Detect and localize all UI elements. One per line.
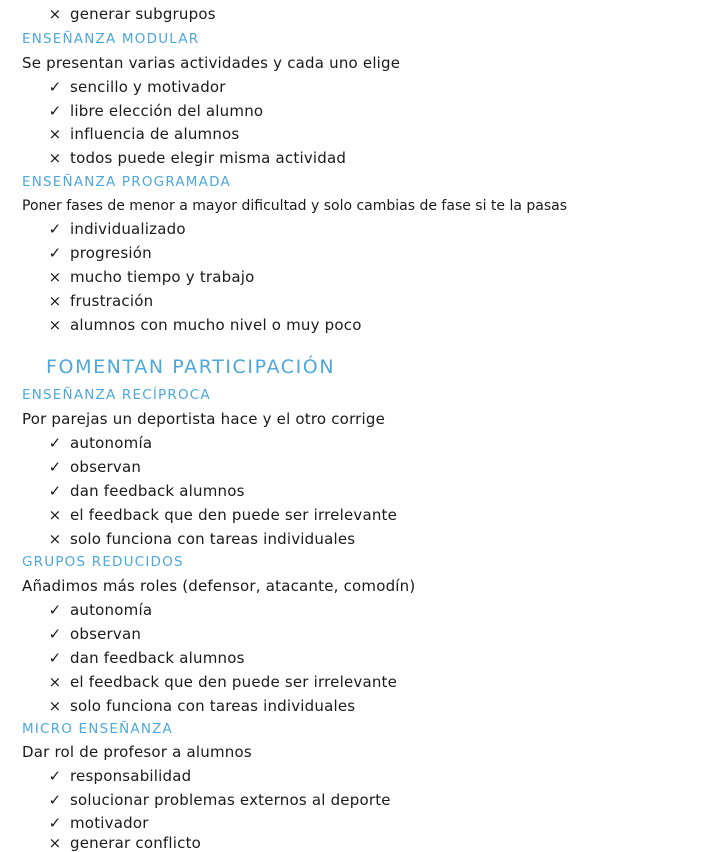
- check-icon: ✓: [48, 244, 62, 262]
- item-text: autonomía: [70, 601, 153, 619]
- section-heading: GRUPOS REDUCIDOS: [22, 554, 184, 570]
- check-icon: ✓: [48, 220, 62, 238]
- cross-icon: ×: [48, 292, 62, 310]
- list-item: [46, 482, 245, 500]
- check-icon: ✓: [48, 78, 62, 96]
- check-icon: ✓: [48, 434, 62, 452]
- check-icon: ✓: [48, 482, 62, 500]
- item-text: alumnos con mucho nivel o muy poco: [70, 316, 362, 334]
- list-item: [46, 625, 141, 643]
- item-text: solo funciona con tareas individuales: [70, 530, 356, 548]
- list-item: [46, 244, 152, 262]
- list-item: [46, 506, 397, 524]
- cross-icon: ×: [48, 125, 62, 143]
- cross-icon: ×: [48, 268, 62, 286]
- list-item: [46, 5, 216, 23]
- list-item: [46, 102, 263, 120]
- list-item: [46, 220, 186, 238]
- list-item: [46, 149, 346, 167]
- item-text: individualizado: [70, 220, 186, 238]
- item-text: el feedback que den puede ser irrelevante: [70, 673, 398, 691]
- item-text: autonomía: [70, 434, 153, 452]
- item-text: solucionar problemas externos al deporte: [70, 791, 391, 809]
- list-item: [46, 673, 397, 691]
- section-description: Poner fases de menor a mayor dificultad y solo cambias de fase si te la pasas: [22, 198, 568, 214]
- check-icon: ✓: [48, 601, 62, 619]
- list-item: [46, 814, 149, 832]
- section-heading: ENSEÑANZA PROGRAMADA: [22, 174, 231, 190]
- item-text: frustración: [70, 292, 154, 310]
- item-text: influencia de alumnos: [70, 125, 240, 143]
- section-description: Añadimos más roles (defensor, atacante, comodín): [22, 577, 416, 595]
- item-text: el feedback que den puede ser irrelevante: [70, 506, 398, 524]
- list-item: [46, 791, 391, 809]
- item-text: libre elección del alumno: [70, 102, 264, 120]
- check-icon: ✓: [48, 814, 62, 832]
- main-heading: FOMENTAN PARTICIPACIÓN: [46, 356, 336, 378]
- check-icon: ✓: [48, 458, 62, 476]
- list-item: [46, 316, 362, 334]
- cross-icon: ×: [48, 530, 62, 548]
- list-item: [46, 530, 355, 548]
- item-text: dan feedback alumnos: [70, 482, 245, 500]
- list-item: [46, 125, 239, 143]
- section-description: Por parejas un deportista hace y el otro corrige: [22, 410, 386, 428]
- cross-icon: ×: [48, 5, 62, 23]
- list-item: [46, 458, 141, 476]
- item-text: observan: [70, 625, 142, 643]
- section-heading: ENSEÑANZA RECÍPROCA: [22, 387, 211, 403]
- check-icon: ✓: [48, 102, 62, 120]
- item-text: motivador: [70, 814, 149, 832]
- section-description: Dar rol de profesor a alumnos: [22, 743, 252, 761]
- list-item: [46, 78, 226, 96]
- item-text: generar subgrupos: [70, 5, 216, 23]
- list-item: [46, 697, 355, 715]
- cross-icon: ×: [48, 316, 62, 334]
- list-item: [46, 434, 152, 452]
- item-text: observan: [70, 458, 142, 476]
- list-item: [46, 767, 191, 785]
- item-text: todos puede elegir misma actividad: [70, 149, 347, 167]
- cross-icon: ×: [48, 673, 62, 691]
- list-item: [46, 834, 201, 852]
- item-text: sencillo y motivador: [70, 78, 226, 96]
- item-text: mucho tiempo y trabajo: [70, 268, 255, 286]
- item-text: generar conflicto: [70, 834, 202, 852]
- cross-icon: ×: [48, 506, 62, 524]
- section-heading: ENSEÑANZA MODULAR: [22, 31, 200, 47]
- item-text: solo funciona con tareas individuales: [70, 697, 356, 715]
- cross-icon: ×: [48, 697, 62, 715]
- section-description: Se presentan varias actividades y cada uno elige: [22, 54, 401, 72]
- list-item: [46, 601, 152, 619]
- cross-icon: ×: [48, 149, 62, 167]
- check-icon: ✓: [48, 649, 62, 667]
- item-text: responsabilidad: [70, 767, 192, 785]
- check-icon: ✓: [48, 791, 62, 809]
- item-text: progresión: [70, 244, 152, 262]
- section-heading: MICRO ENSEÑANZA: [22, 721, 173, 737]
- list-item: [46, 292, 153, 310]
- check-icon: ✓: [48, 625, 62, 643]
- list-item: [46, 649, 245, 667]
- cross-icon: ×: [48, 834, 62, 852]
- list-item: [46, 268, 255, 286]
- check-icon: ✓: [48, 767, 62, 785]
- item-text: dan feedback alumnos: [70, 649, 245, 667]
